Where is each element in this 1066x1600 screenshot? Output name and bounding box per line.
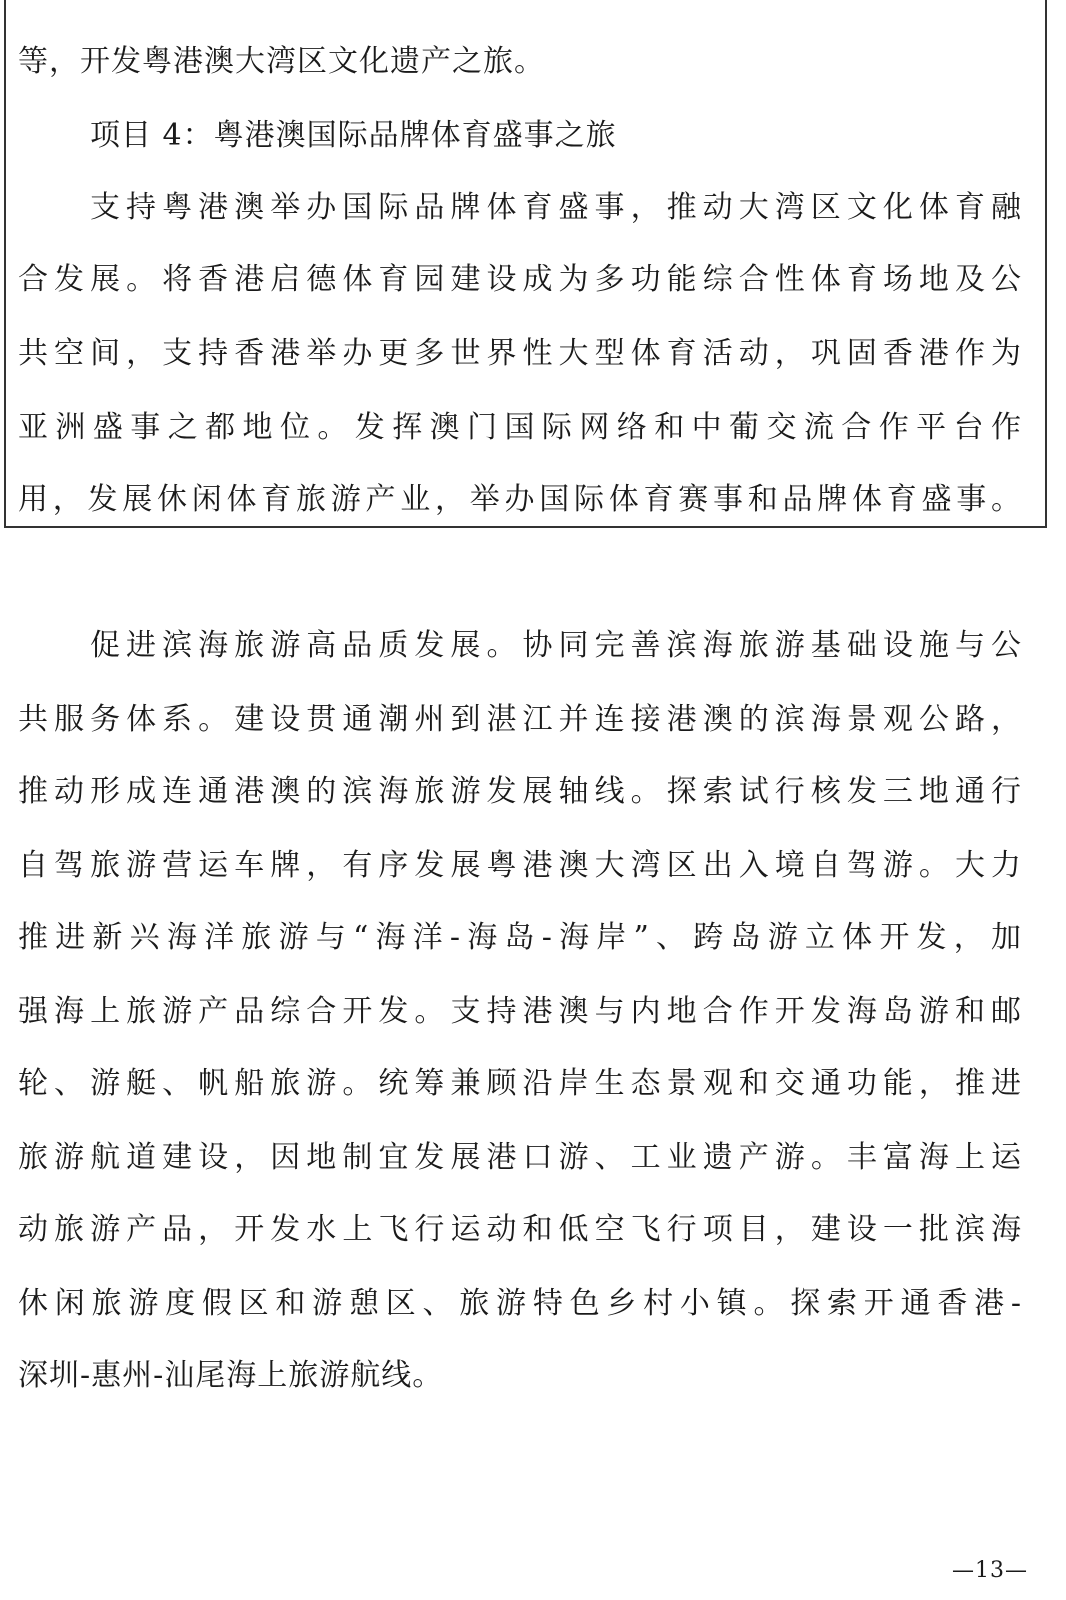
project-heading: 项目 4：粤港澳国际品牌体育盛事之旅: [90, 118, 617, 153]
body-line-11: 深圳-惠州-汕尾海上旅游航线。: [18, 1358, 444, 1393]
body-line-7: 轮、游艇、帆船旅游。统筹兼顾沿岸生态景观和交通功能，推进: [18, 1066, 1022, 1101]
box-line-1: 等，开发粤港澳大湾区文化遗产之旅。: [18, 44, 545, 79]
page-number: —13—: [952, 1558, 1028, 1583]
body-line-8: 旅游航道建设，因地制宜发展港口游、工业遗产游。丰富海上运: [18, 1140, 1022, 1175]
box-line-7: 用，发展休闲体育旅游产业，举办国际体育赛事和品牌体育盛事。: [18, 482, 1022, 517]
body-line-9: 动旅游产品，开发水上飞行运动和低空飞行项目，建设一批滨海: [18, 1212, 1022, 1247]
body-line-1: 促进滨海旅游高品质发展。协同完善滨海旅游基础设施与公: [90, 628, 1022, 663]
box-line-5: 共空间，支持香港举办更多世界性大型体育活动，巩固香港作为: [18, 336, 1022, 371]
box-line-6: 亚洲盛事之都地位。发挥澳门国际网络和中葡交流合作平台作: [18, 410, 1022, 445]
body-line-2: 共服务体系。建设贯通潮州到湛江并连接港澳的滨海景观公路，: [18, 702, 1022, 737]
box-line-3: 支持粤港澳举办国际品牌体育盛事，推动大湾区文化体育融: [90, 190, 1022, 225]
body-line-6: 强海上旅游产品综合开发。支持港澳与内地合作开发海岛游和邮: [18, 994, 1022, 1029]
body-line-4: 自驾旅游营运车牌，有序发展粤港澳大湾区出入境自驾游。大力: [18, 848, 1022, 883]
body-line-3: 推动形成连通港澳的滨海旅游发展轴线。探索试行核发三地通行: [18, 774, 1022, 809]
box-line-4: 合发展。将香港启德体育园建设成为多功能综合性体育场地及公: [18, 262, 1022, 297]
body-line-5: 推进新兴海洋旅游与“海洋-海岛-海岸”、跨岛游立体开发，加: [18, 920, 1022, 955]
body-line-10: 休闲旅游度假区和游憩区、旅游特色乡村小镇。探索开通香港-: [18, 1286, 1022, 1321]
